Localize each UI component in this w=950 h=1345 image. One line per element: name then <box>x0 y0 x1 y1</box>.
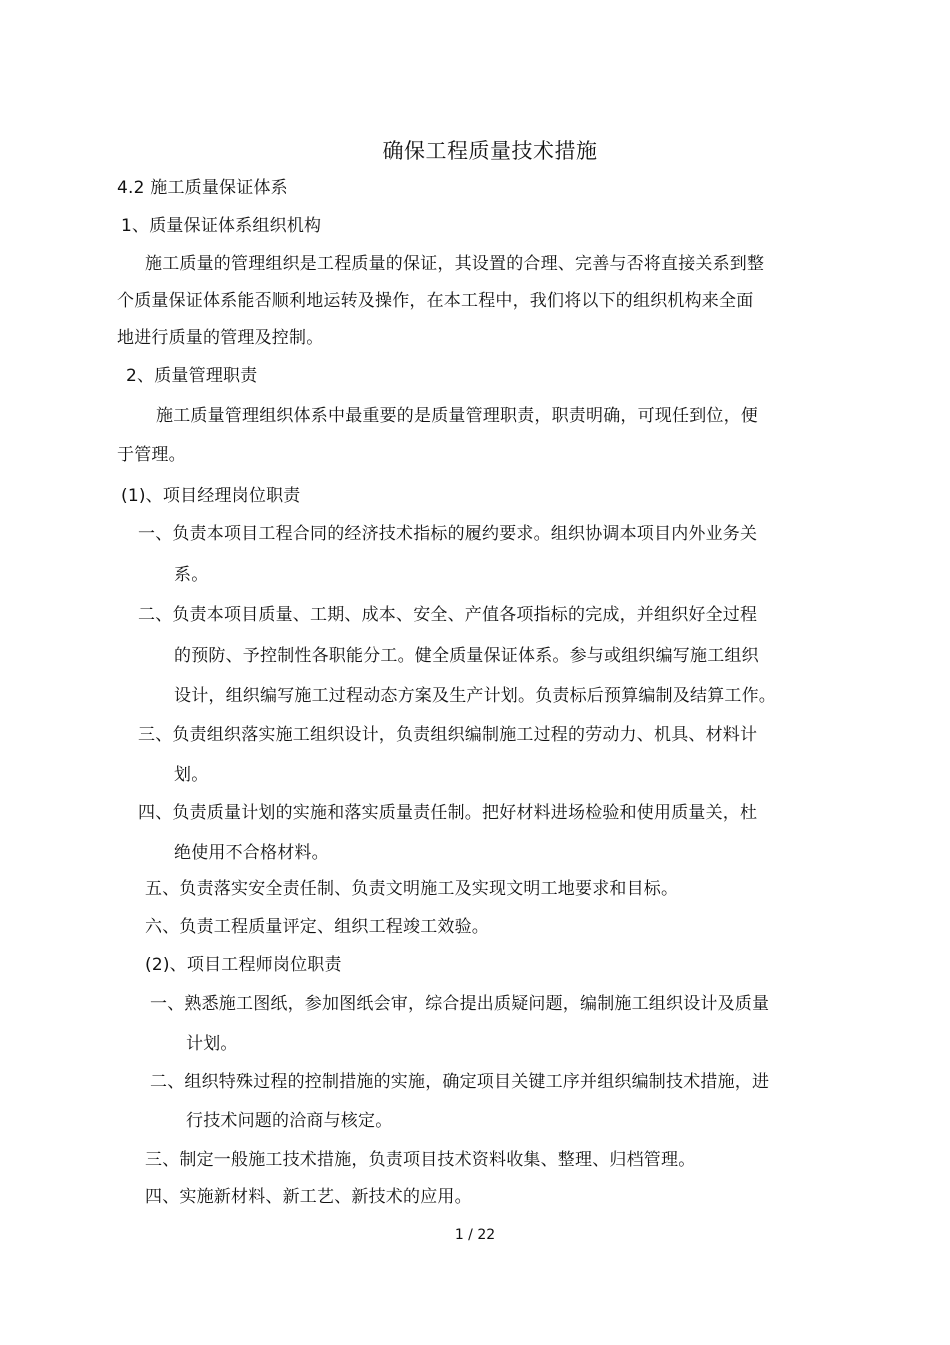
role-heading: (2)、项目工程师岗位职责 <box>145 955 342 975</box>
subsection-heading: 1、质量保证体系组织机构 <box>121 216 322 236</box>
duty-item: 二、组织特殊过程的控制措施的实施，确定项目关键工序并组织编制技术措施，进 <box>150 1072 770 1092</box>
duty-item: 一、熟悉施工图纸，参加图纸会审，综合提出质疑问题，编制施工组织设计及质量 <box>150 994 770 1014</box>
duty-item: 三、制定一般施工技术措施，负责项目技术资料收集、整理、归档管理。 <box>145 1150 696 1170</box>
duty-item-continuation: 绝使用不合格材料。 <box>174 843 329 863</box>
paragraph-line: 地进行质量的管理及控制。 <box>117 328 324 348</box>
duty-item-continuation: 的预防、予控制性各职能分工。健全质量保证体系。参与或组织编写施工组织 <box>174 646 759 666</box>
duty-item-continuation: 划。 <box>174 765 209 785</box>
duty-item: 六、负责工程质量评定、组织工程竣工效验。 <box>145 917 489 937</box>
duty-item: 四、实施新材料、新工艺、新技术的应用。 <box>145 1187 472 1207</box>
document-title: 确保工程质量技术措施 <box>382 139 598 163</box>
duty-item: 三、负责组织落实施工组织设计，负责组织编制施工过程的劳动力、机具、材料计 <box>138 725 758 745</box>
section-heading: 4.2 施工质量保证体系 <box>117 178 288 198</box>
duty-item-continuation: 行技术问题的洽商与核定。 <box>186 1111 393 1131</box>
duty-item: 四、负责质量计划的实施和落实质量责任制。把好材料进场检验和使用质量关，杜 <box>138 803 758 823</box>
subsection-heading: 2、质量管理职责 <box>126 366 258 386</box>
paragraph-line: 施工质量的管理组织是工程质量的保证，其设置的合理、完善与否将直接关系到整 <box>145 254 765 274</box>
duty-item: 五、负责落实安全责任制、负责文明施工及实现文明工地要求和目标。 <box>145 879 679 899</box>
duty-item-continuation: 设计，组织编写施工过程动态方案及生产计划。负责标后预算编制及结算工作。 <box>174 686 776 706</box>
duty-item-continuation: 计划。 <box>186 1034 238 1054</box>
duty-item: 一、负责本项目工程合同的经济技术指标的履约要求。组织协调本项目内外业务关 <box>138 524 758 544</box>
paragraph-line: 施工质量管理组织体系中最重要的是质量管理职责，职责明确，可现任到位，便 <box>156 406 758 426</box>
paragraph-line: 于管理。 <box>117 445 186 465</box>
paragraph-line: 个质量保证体系能否顺利地运转及操作，在本工程中，我们将以下的组织机构来全面 <box>117 291 754 311</box>
page-number: 1 / 22 <box>454 1227 496 1243</box>
role-heading: (1)、项目经理岗位职责 <box>121 486 301 506</box>
duty-item-continuation: 系。 <box>174 565 209 585</box>
duty-item: 二、负责本项目质量、工期、成本、安全、产值各项指标的完成，并组织好全过程 <box>138 605 758 625</box>
